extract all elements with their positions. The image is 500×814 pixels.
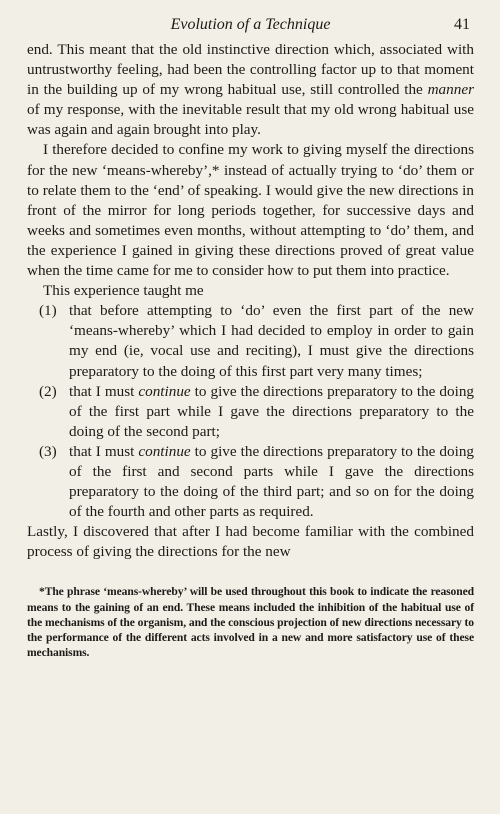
page-number: 41 [454,16,470,33]
paragraph-1-emphasis: manner [427,81,474,99]
list-item [27,301,474,381]
list-item-number: (3) [39,442,57,460]
paragraph-3: This experience taught me [43,282,204,300]
list-item-lead: that I must [69,442,139,460]
list-item [27,442,474,522]
list-item-text: to give the directions preparatory to the doing of the first part while I gave the directions preparatory to the doing of the second part; [69,382,475,440]
list-item-number: (1) [39,302,57,320]
footnote: *The phrase ‘means-whereby’ will be used throughout this book to indicate the reasoned means to the gaining of an end. These means included the inhibition of the habitual use of the mechanisms of the organism, and the conscious projection of new directions necessary to the performance of the different acts involved in a new and more satisfactory use of these mechanisms. [27,585,474,660]
running-head [27,14,474,36]
list-item-emphasis: continue [138,382,191,400]
paragraph-1-tail: of my response, with the inevitable result that my old wrong habitual use was again and again brought into play. [27,101,474,139]
paragraph-1-text: end. This meant that the old instinctive direction which, associated with untrustworthy feeling, had been the controlling factor up to that moment in the building up of my wrong habitual use, still controlled the [27,41,474,99]
list-item-lead: that I must [69,382,139,400]
paragraph-1 [27,40,474,140]
paragraph-2: I therefore decided to confine my work to giving myself the directions for the new ‘means-whereby’,* instead of actually trying to ‘do’ them or to relate them to the ‘end’ of speaking. I would give the new directions in front of the mirror for long periods together, for successive days and weeks and sometimes even months, without attempting to ‘do’ them, and the experience I gained in giving these directions proved of great value when the time came for me to consider how to put them into practice. [27,141,474,280]
list-item [27,382,474,442]
body-text [27,40,474,562]
lessons-list [27,301,474,522]
paragraph-4: Lastly, I discovered that after I had become familiar with the combined process of giving the directions for the new [27,523,474,561]
list-item-text: to give the directions preparatory to the doing of the first and second parts while I gave the directions preparatory to the doing of the third part; and so on for the doing of the fourth and other parts as required. [69,442,475,521]
list-item-text: that before attempting to ‘do’ even the first part of the new ‘means-whereby’ which I had decided to employ in order to gain my end (ie, vocal use and reciting), I must give the directions preparatory to the doing of this first part very many times; [69,302,474,380]
list-item-emphasis: continue [138,442,191,460]
list-item-number: (2) [39,382,57,400]
chapter-title: Evolution of a Technique [170,16,331,33]
